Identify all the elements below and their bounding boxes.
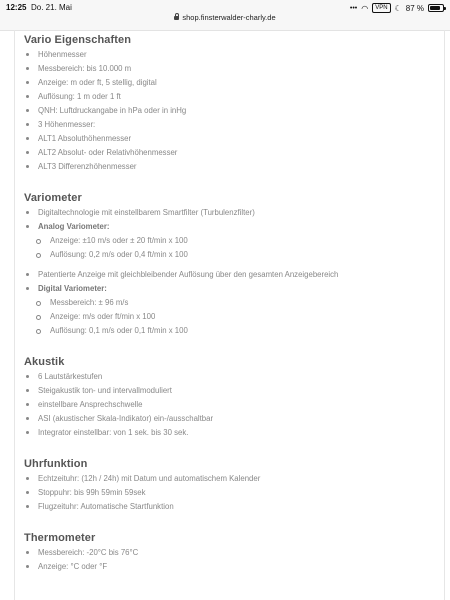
status-bar [0,0,450,31]
list-akustik [24,370,434,440]
list-item-analog: Analog Variometer: [24,220,434,234]
list-subitem: Messbereich: ± 96 m/s [24,296,434,310]
list-subitem: Auflösung: 0,1 m/s oder 0,1 ft/min x 100 [24,324,434,338]
moon-icon: ☾ [394,3,402,13]
list-item: Patentierte Anzeige mit gleichbleibender Auflösung über den gesamten Anzeigebereich [24,268,434,282]
section-vario [24,32,434,174]
list-item: 6 Lautstärkestufen [24,370,434,384]
product-specs [24,30,434,582]
list-variometer-2 [24,268,434,338]
battery-icon [428,4,444,12]
status-indicators [350,3,444,13]
list-item: 3 Höhenmesser: [24,118,434,132]
section-akustik [24,354,434,440]
list-subitem: Auflösung: 0,2 m/s oder 0,4 ft/min x 100 [24,248,434,262]
list-item: Integrator einstellbar: von 1 sek. bis 30 sek. [24,426,434,440]
section-title-vario: Vario Eigenschaften [24,34,132,46]
lock-icon [174,16,179,20]
section-uhr [24,456,434,514]
vpn-badge: VPN [372,3,390,13]
list-item: Echtzeituhr: (12h / 24h) mit Datum und automatischem Kalender [24,472,434,486]
list-item: Anzeige: °C oder °F [24,560,434,574]
list-item: ALT2 Absolut- oder Relativhöhenmesser [24,146,434,160]
section-title-thermo: Thermometer [24,532,96,544]
list-variometer [24,206,434,262]
list-item: einstellbare Ansprechschwelle [24,398,434,412]
list-item: Digitaltechnologie mit einstellbarem Smartfilter (Turbulenzfilter) [24,206,434,220]
address-url: shop.finsterwalder-charly.de [182,13,276,22]
list-item: Messbereich: bis 10.000 m [24,62,434,76]
battery-percent: 87 % [405,3,424,13]
list-item: Höhenmesser [24,48,434,62]
section-thermo [24,530,434,574]
list-item: Steigakustik ton- und intervallmoduliert [24,384,434,398]
list-item: QNH: Luftdruckangabe in hPa oder in inHg [24,104,434,118]
wifi-icon: ◠ [361,3,369,13]
list-thermo [24,546,434,574]
list-item: ALT1 Absoluthöhenmesser [24,132,434,146]
status-date: Do. 21. Mai [31,3,72,12]
list-item: Messbereich: -20°C bis 76°C [24,546,434,560]
list-item: ASI (akustischer Skala-Indikator) ein-/ausschaltbar [24,412,434,426]
section-title-akustik: Akustik [24,356,65,368]
list-item: Auflösung: 1 m oder 1 ft [24,90,434,104]
list-item: ALT3 Differenzhöhenmesser [24,160,434,174]
status-time: 12:25 [6,3,27,12]
section-title-uhr: Uhrfunktion [24,458,88,470]
list-item: Stoppuhr: bis 99h 59min 59sek [24,486,434,500]
list-uhr [24,472,434,514]
list-subitem: Anzeige: m/s oder ft/min x 100 [24,310,434,324]
list-subitem: Anzeige: ±10 m/s oder ± 20 ft/min x 100 [24,234,434,248]
list-item: Anzeige: m oder ft, 5 stellig, digital [24,76,434,90]
more-dots-icon: ••• [349,4,358,12]
list-item-digital: Digital Variometer: [24,282,434,296]
section-variometer [24,190,434,338]
list-item: Flugzeituhr: Automatische Startfunktion [24,500,434,514]
section-title-variometer: Variometer [24,192,82,204]
list-vario [24,48,434,174]
address-bar[interactable] [0,13,450,22]
